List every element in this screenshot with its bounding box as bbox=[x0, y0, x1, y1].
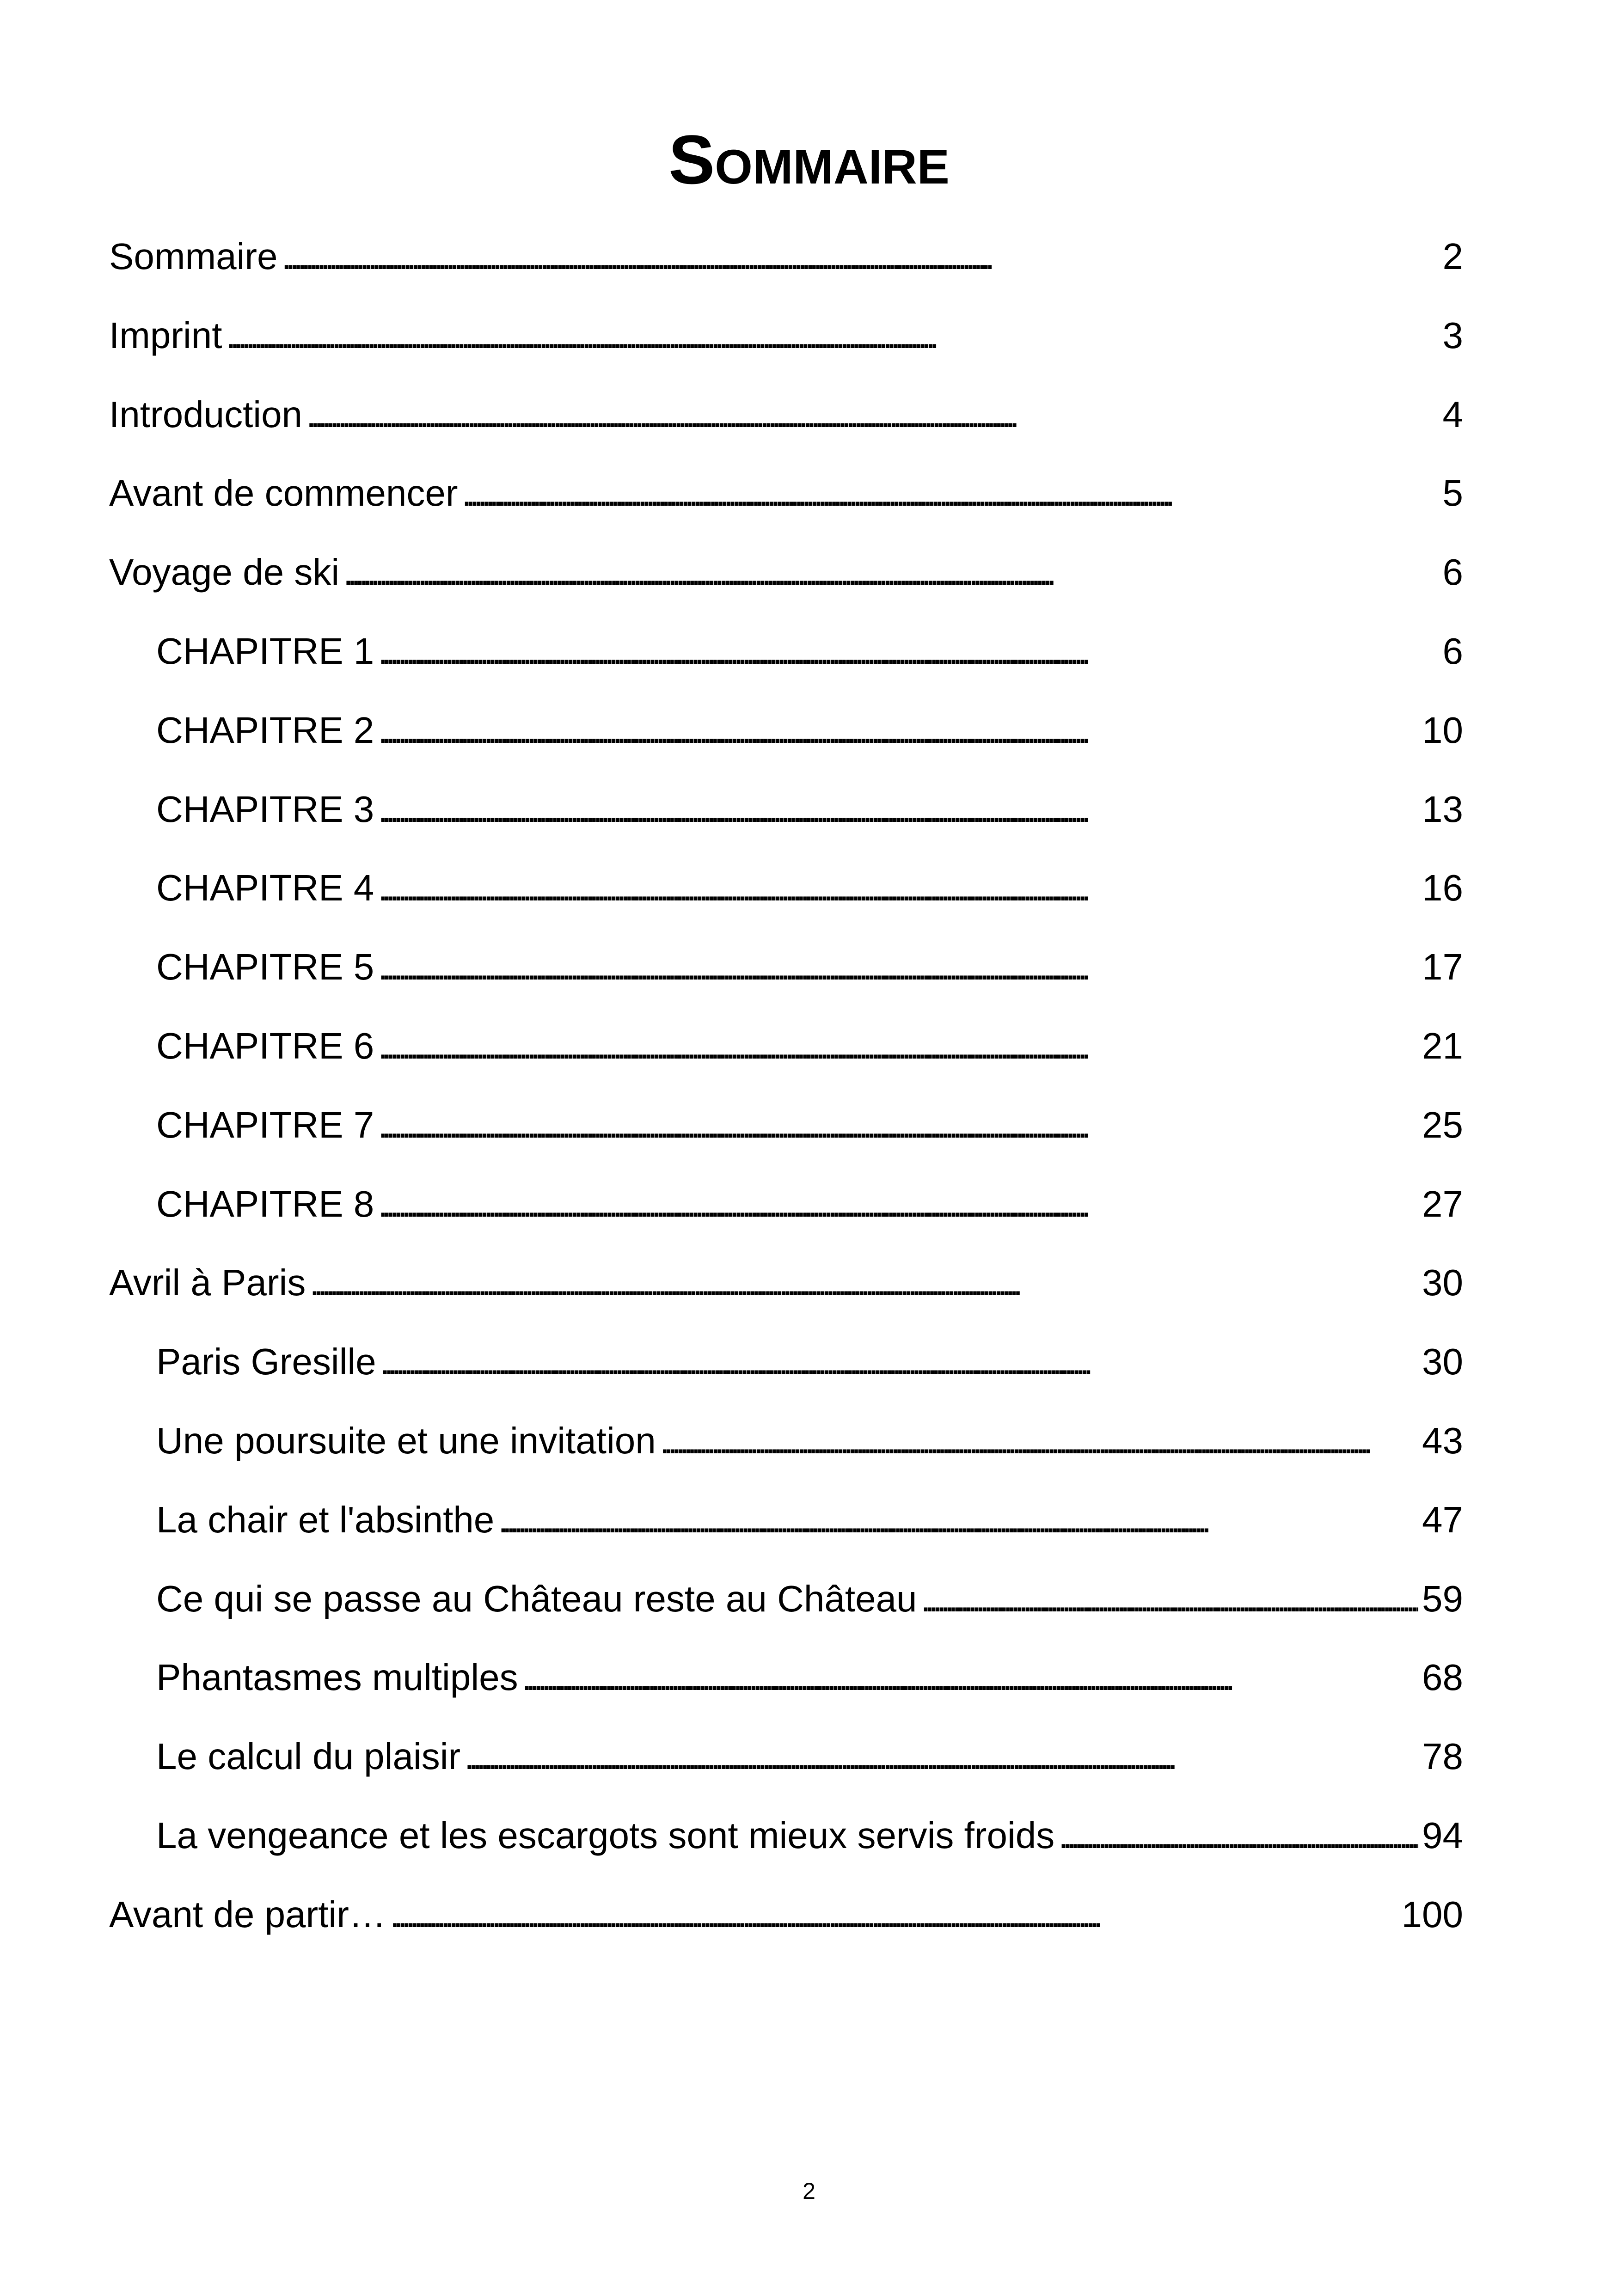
toc-entry-label: Imprint bbox=[109, 315, 222, 356]
toc-entry[interactable] bbox=[156, 1812, 1463, 1859]
dot-leader bbox=[498, 1497, 1418, 1543]
toc-entry-page: 2 bbox=[1442, 236, 1463, 277]
toc-entry[interactable] bbox=[156, 865, 1463, 911]
page-number: 2 bbox=[803, 2178, 815, 2204]
toc-entry[interactable] bbox=[156, 1733, 1463, 1780]
toc-entry-label: Une poursuite et une invitation bbox=[156, 1420, 656, 1461]
toc-entry-label: La chair et l'absinthe bbox=[156, 1499, 495, 1540]
dot-leader bbox=[306, 392, 1439, 438]
toc-entry-page: 94 bbox=[1422, 1815, 1463, 1856]
toc-entry-label: Avril à Paris bbox=[109, 1262, 306, 1303]
toc-entry-label: Ce qui se passe au Château reste au Château bbox=[156, 1578, 917, 1619]
toc-entry-label: Sommaire bbox=[109, 236, 278, 277]
dot-leader bbox=[226, 312, 1439, 359]
dot-leader bbox=[390, 1892, 1398, 1938]
toc-entry-page: 78 bbox=[1422, 1736, 1463, 1777]
dot-leader bbox=[343, 549, 1439, 595]
toc-entry-page: 68 bbox=[1422, 1657, 1463, 1698]
toc-entry-page: 25 bbox=[1422, 1104, 1463, 1145]
toc-entry[interactable] bbox=[109, 392, 1463, 438]
toc-entry-label: CHAPITRE 2 bbox=[156, 710, 374, 751]
toc-entry[interactable] bbox=[109, 233, 1463, 280]
dot-leader bbox=[378, 1023, 1418, 1069]
dot-leader bbox=[282, 233, 1439, 280]
toc-entry-label: CHAPITRE 4 bbox=[156, 867, 374, 908]
toc-entry-label: La vengeance et les escargots sont mieux servis froids bbox=[156, 1815, 1055, 1856]
dot-leader bbox=[378, 707, 1418, 753]
toc-entry-label: Le calcul du plaisir bbox=[156, 1736, 461, 1777]
toc-entry[interactable] bbox=[109, 549, 1463, 595]
toc-entry-page: 100 bbox=[1401, 1894, 1463, 1935]
toc-entry-page: 27 bbox=[1422, 1183, 1463, 1225]
toc-entry-page: 21 bbox=[1422, 1025, 1463, 1066]
toc-entry[interactable] bbox=[109, 1260, 1463, 1306]
toc-entry-page: 17 bbox=[1422, 946, 1463, 987]
toc-entry-page: 3 bbox=[1442, 315, 1463, 356]
toc-entry-label: Paris Gresille bbox=[156, 1341, 376, 1382]
dot-leader bbox=[378, 1181, 1418, 1227]
toc-entry-page: 47 bbox=[1422, 1499, 1463, 1540]
toc-entry-page: 30 bbox=[1422, 1341, 1463, 1382]
toc-entry-label: CHAPITRE 1 bbox=[156, 631, 374, 672]
dot-leader bbox=[660, 1418, 1418, 1464]
toc-entry-label: Avant de partir… bbox=[109, 1894, 386, 1935]
toc-entry-page: 16 bbox=[1422, 867, 1463, 908]
dot-leader bbox=[921, 1576, 1418, 1622]
toc-entry[interactable] bbox=[156, 1497, 1463, 1543]
toc-entry-label: Introduction bbox=[109, 394, 303, 435]
toc-entry-label: Phantasmes multiples bbox=[156, 1657, 518, 1698]
toc-entry[interactable] bbox=[109, 1892, 1463, 1938]
dot-leader bbox=[380, 1339, 1418, 1385]
toc-entry-label: CHAPITRE 5 bbox=[156, 946, 374, 987]
toc-entry-label: CHAPITRE 6 bbox=[156, 1025, 374, 1066]
toc-entry-label: Voyage de ski bbox=[109, 551, 340, 593]
toc-entry[interactable] bbox=[156, 786, 1463, 833]
toc-entry-page: 13 bbox=[1422, 789, 1463, 830]
toc-entry-page: 30 bbox=[1422, 1262, 1463, 1303]
toc-entry[interactable] bbox=[156, 1023, 1463, 1069]
dot-leader bbox=[1058, 1812, 1418, 1859]
toc-entry-page: 5 bbox=[1442, 472, 1463, 514]
dot-leader bbox=[522, 1654, 1418, 1701]
dot-leader bbox=[378, 865, 1418, 911]
toc-entry[interactable] bbox=[156, 628, 1463, 674]
toc-entry[interactable] bbox=[156, 1339, 1463, 1385]
toc-entry[interactable] bbox=[156, 1654, 1463, 1701]
toc-entry-label: Avant de commencer bbox=[109, 472, 458, 514]
toc-entry-page: 6 bbox=[1442, 631, 1463, 672]
toc-entry[interactable] bbox=[156, 1418, 1463, 1464]
toc-entry[interactable] bbox=[156, 1576, 1463, 1622]
toc-entry-page: 4 bbox=[1442, 394, 1463, 435]
toc-entry-page: 6 bbox=[1442, 551, 1463, 593]
toc-entry[interactable] bbox=[156, 1181, 1463, 1227]
toc-entry[interactable] bbox=[109, 312, 1463, 359]
dot-leader bbox=[309, 1260, 1418, 1306]
toc-entry[interactable] bbox=[156, 707, 1463, 753]
toc-entry-label: CHAPITRE 3 bbox=[156, 789, 374, 830]
dot-leader bbox=[461, 470, 1439, 516]
toc-entry[interactable] bbox=[156, 1102, 1463, 1148]
dot-leader bbox=[464, 1733, 1418, 1780]
toc-entry-label: CHAPITRE 7 bbox=[156, 1104, 374, 1145]
toc-entry-page: 43 bbox=[1422, 1420, 1463, 1461]
dot-leader bbox=[378, 628, 1439, 674]
toc-entry[interactable] bbox=[109, 470, 1463, 516]
toc-entry-page: 10 bbox=[1422, 710, 1463, 751]
page-title: Sommaire bbox=[668, 121, 950, 198]
toc-entry-page: 59 bbox=[1422, 1578, 1463, 1619]
dot-leader bbox=[378, 1102, 1418, 1148]
dot-leader bbox=[378, 944, 1418, 990]
dot-leader bbox=[378, 786, 1418, 833]
toc-entry-label: CHAPITRE 8 bbox=[156, 1183, 374, 1225]
toc-entry[interactable] bbox=[156, 944, 1463, 990]
